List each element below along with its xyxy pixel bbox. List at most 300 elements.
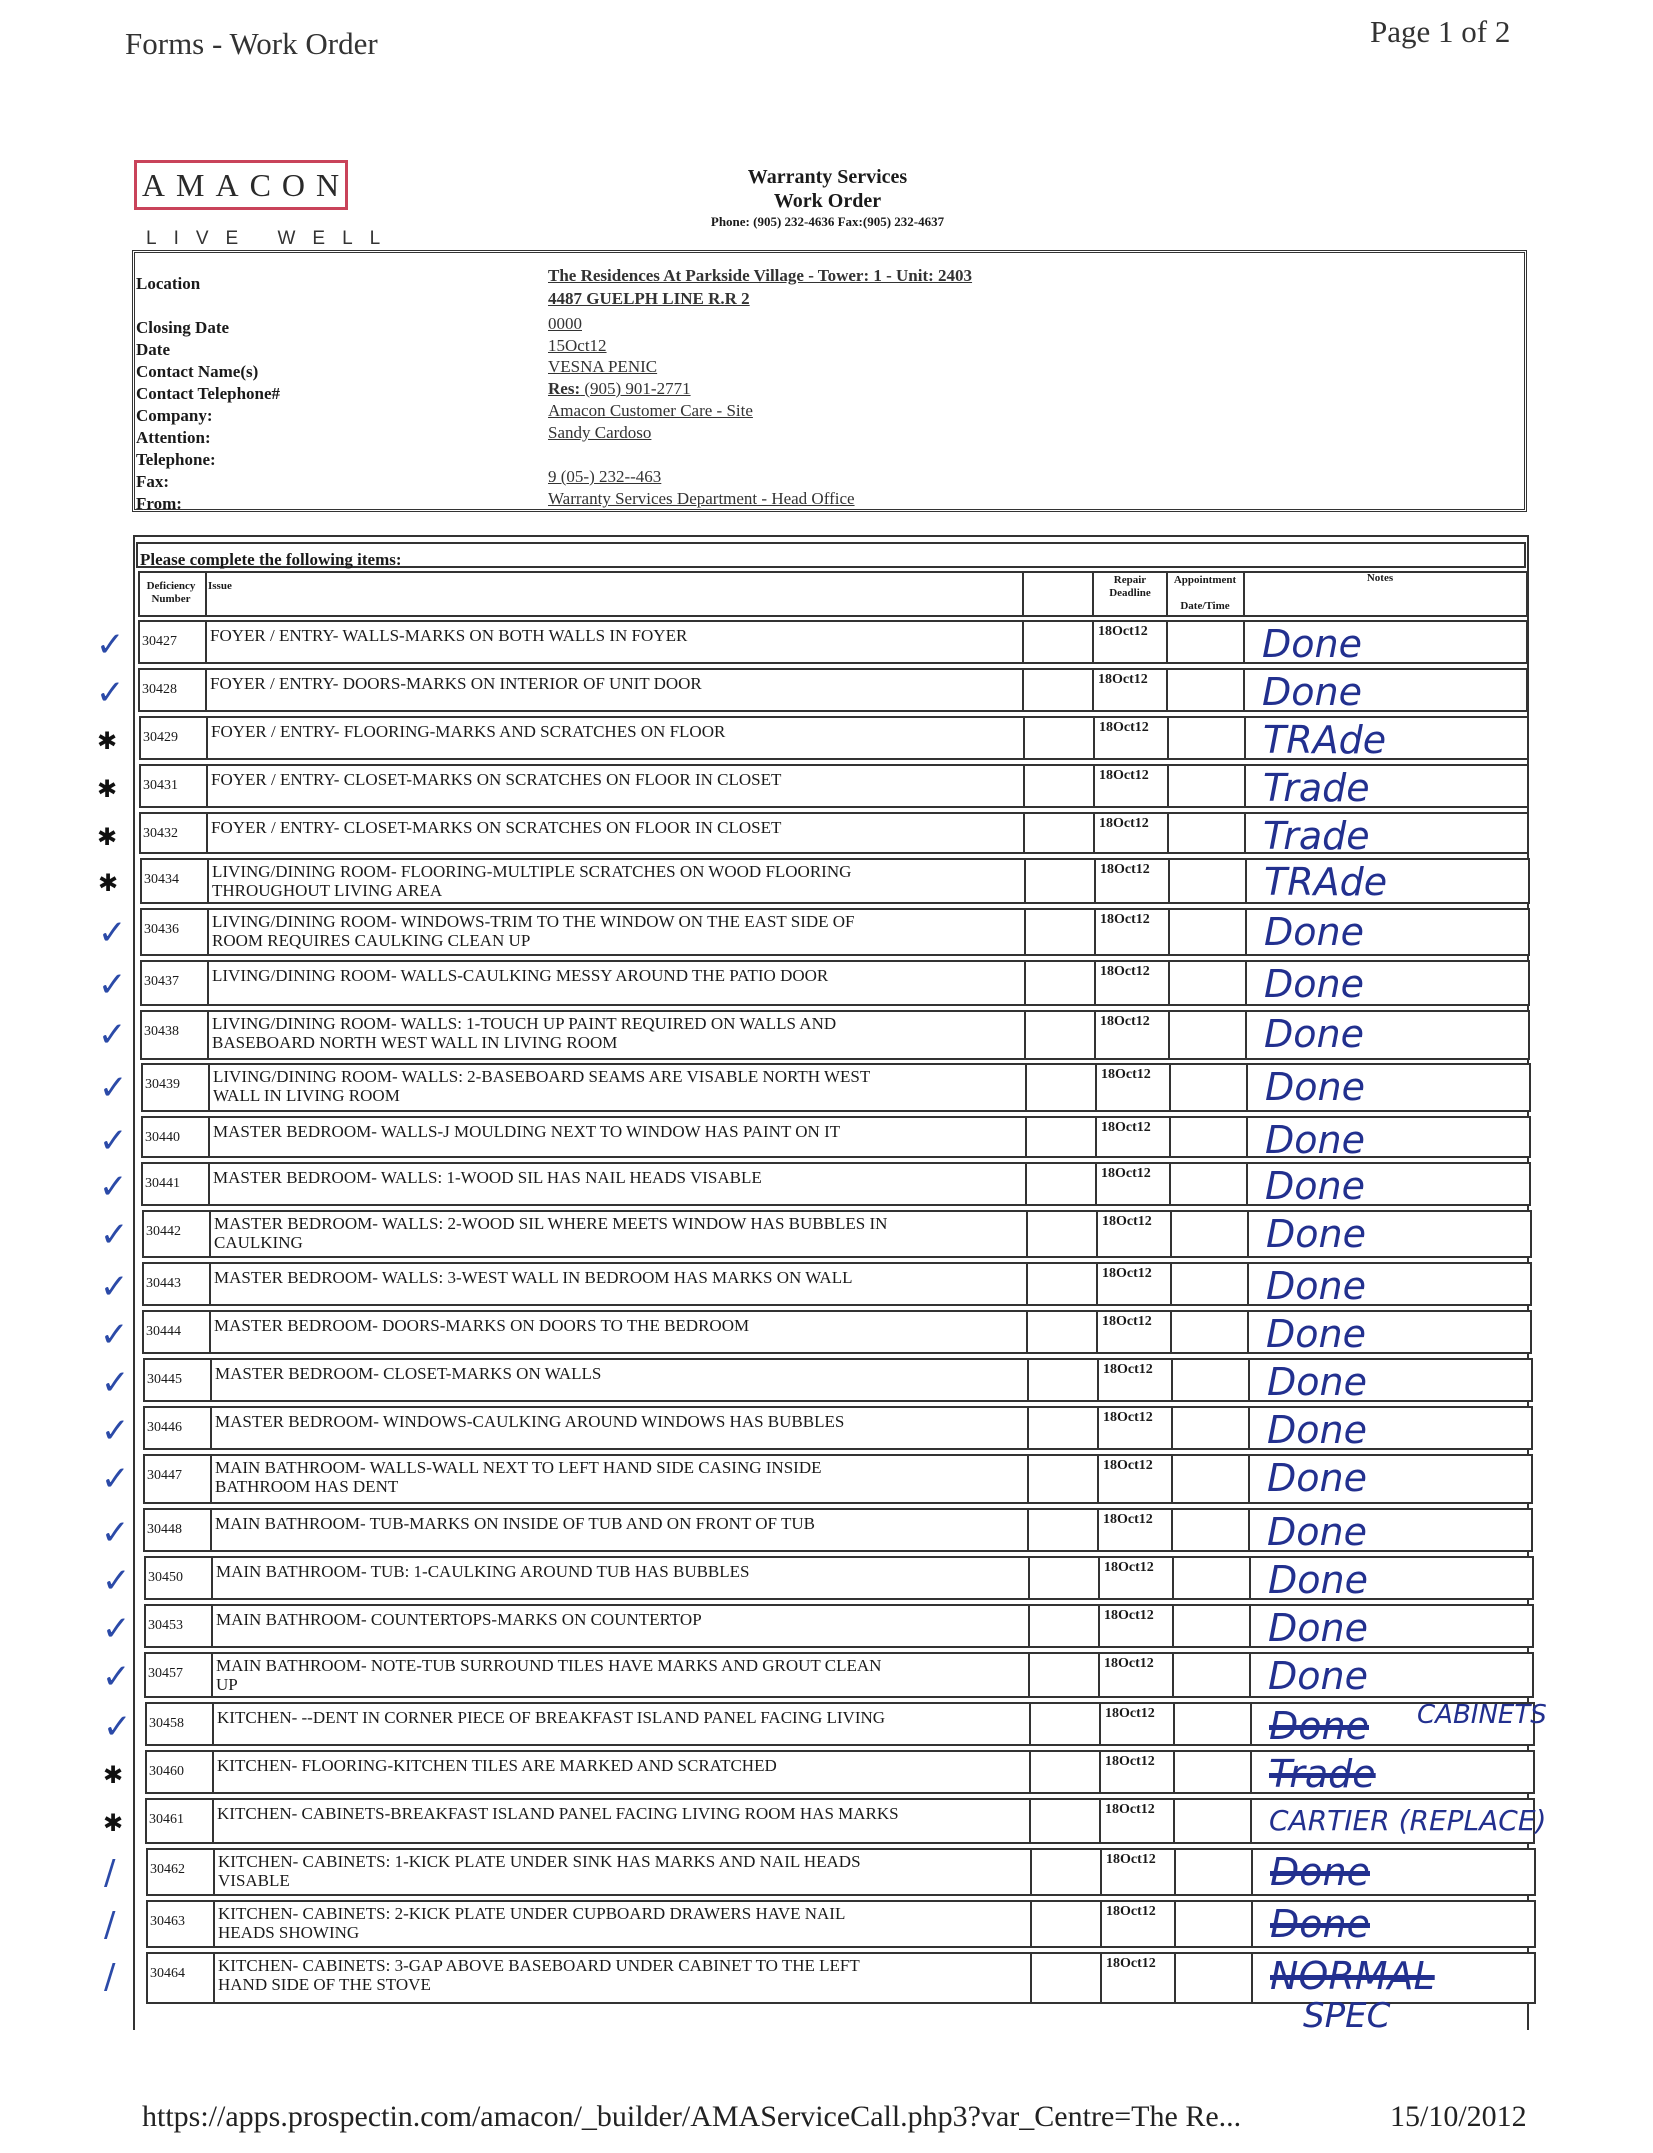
col-repair-line2: Deadline <box>1109 587 1151 599</box>
row-divider <box>1100 1848 1102 1896</box>
issue-text <box>212 862 1022 900</box>
row-divider <box>1027 1454 1029 1504</box>
row-divider <box>207 1010 209 1060</box>
row-divider <box>1245 908 1247 956</box>
repair-deadline: 18Oct12 <box>1104 1608 1154 1623</box>
handwritten-note: Done <box>1264 910 1364 954</box>
row-divider <box>1095 1162 1097 1206</box>
issue-text <box>215 1364 1025 1383</box>
issue-text <box>211 818 1021 837</box>
items-title: Please complete the following items: <box>140 550 402 569</box>
row-divider <box>1250 1798 1252 1844</box>
repair-deadline: 18Oct12 <box>1100 862 1150 877</box>
issue-line: MASTER BEDROOM- WALLS: 2-WOOD SIL WHERE MEETS WINDOW HAS BUBBLES IN <box>214 1214 888 1233</box>
row-divider <box>1027 1406 1029 1450</box>
col-deficiency-line2: Number <box>151 593 191 605</box>
row-divider <box>1169 1063 1171 1112</box>
row-divider <box>1168 1010 1170 1060</box>
deficiency-number: 30461 <box>149 1812 184 1827</box>
label-fax: Fax: <box>136 472 170 491</box>
row-divider <box>1094 960 1096 1006</box>
row-divider <box>1172 1652 1174 1698</box>
value-contact-names: VESNA PENIC <box>548 357 658 376</box>
issue-text <box>213 1122 1023 1141</box>
repair-deadline: 18Oct12 <box>1099 816 1149 831</box>
issue-text <box>213 1067 1023 1105</box>
col-notes: Notes <box>1366 572 1394 584</box>
checkmark-icon: ✓ <box>100 1215 129 1255</box>
issue-line: THROUGHOUT LIVING AREA <box>212 881 443 900</box>
handwritten-note: TRAde <box>1264 860 1388 904</box>
handwritten-note: Trade <box>1263 766 1370 810</box>
deficiency-number: 30434 <box>144 872 179 887</box>
row-divider <box>210 1508 212 1552</box>
row-divider <box>206 764 208 808</box>
row-divider <box>1094 858 1096 904</box>
row-divider <box>207 960 209 1006</box>
checkmark-icon: ✓ <box>102 1657 131 1697</box>
checkmark-icon: ✓ <box>102 1561 131 1601</box>
issue-line: KITCHEN- CABINETS: 2-KICK PLATE UNDER CUPBOARD DRAWERS HAVE NAIL <box>218 1904 846 1923</box>
issue-line: FOYER / ENTRY- FLOORING-MARKS AND SCRATCHES ON FLOOR <box>211 722 726 741</box>
repair-deadline: 18Oct12 <box>1105 1706 1155 1721</box>
issue-line: HEADS SHOWING <box>218 1923 360 1942</box>
row-divider <box>1096 1210 1098 1258</box>
issue-text <box>218 1852 1028 1890</box>
issue-line: VISABLE <box>218 1871 290 1890</box>
value-contact-telephone <box>548 378 691 400</box>
row-divider <box>1025 1063 1027 1112</box>
repair-deadline: 18Oct12 <box>1102 1266 1152 1281</box>
row-divider <box>209 1210 211 1258</box>
row-divider <box>1169 1162 1171 1206</box>
row-divider <box>1026 1210 1028 1258</box>
row-divider <box>1098 1652 1100 1698</box>
row-divider <box>212 1750 214 1794</box>
issue-line: MASTER BEDROOM- WALLS: 3-WEST WALL IN BEDROOM HAS MARKS ON WALL <box>214 1268 853 1287</box>
value-attention: Sandy Cardoso <box>548 423 652 442</box>
heading-title: Work Order <box>773 190 882 212</box>
row-divider <box>1174 1848 1176 1896</box>
row-divider <box>1251 1900 1253 1948</box>
handwritten-note: CARTIER (REPLACE) <box>1269 1804 1547 1837</box>
row-divider <box>1023 812 1025 854</box>
row-divider <box>210 1454 212 1504</box>
row-divider <box>1024 858 1026 904</box>
row-divider <box>1029 1750 1031 1794</box>
repair-deadline: 18Oct12 <box>1103 1458 1153 1473</box>
checkmark-icon: ✓ <box>99 1121 128 1161</box>
label-location: Location <box>136 274 201 293</box>
row-divider <box>1250 1702 1252 1746</box>
repair-deadline: 18Oct12 <box>1100 964 1150 979</box>
telephone-number: (905) 901-2771 <box>584 379 691 398</box>
issue-text <box>214 1268 1024 1287</box>
asterisk-icon: ✱ <box>97 775 118 803</box>
form-title: Forms - Work Order <box>125 26 378 61</box>
company-logo: AMACON <box>134 160 348 210</box>
checkmark-icon: ✓ <box>99 1167 128 1207</box>
row-divider <box>1248 1406 1250 1450</box>
row-divider <box>1246 1063 1248 1112</box>
row-divider <box>1097 1508 1099 1552</box>
row-divider <box>213 1848 215 1896</box>
row-divider <box>1094 1010 1096 1060</box>
handwritten-note: Done <box>1266 1264 1366 1308</box>
handwritten-note: Done <box>1264 962 1364 1006</box>
page-indicator: Page 1 of 2 <box>1370 14 1511 49</box>
row-divider <box>1026 1262 1028 1306</box>
deficiency-number: 30438 <box>144 1024 179 1039</box>
issue-line: KITCHEN- CABINETS: 1-KICK PLATE UNDER SINK HAS MARKS AND NAIL HEADS <box>218 1852 861 1871</box>
row-divider <box>1172 1604 1174 1648</box>
repair-deadline: 18Oct12 <box>1106 1956 1156 1971</box>
issue-line: LIVING/DINING ROOM- WALLS: 1-TOUCH UP PAINT REQUIRED ON WALLS AND <box>212 1014 837 1033</box>
value-from: Warranty Services Department - Head Office <box>548 489 855 508</box>
asterisk-icon: ✱ <box>103 1809 124 1837</box>
asterisk-icon: ✱ <box>103 1761 124 1789</box>
col-repair-line1: Repair <box>1113 574 1147 586</box>
checkmark-icon: ✓ <box>101 1513 130 1553</box>
row-divider <box>1030 1900 1032 1948</box>
row-divider <box>1171 1358 1173 1402</box>
deficiency-number: 30429 <box>143 730 178 745</box>
telephone-prefix: Res: <box>548 379 581 398</box>
column-header-row <box>138 571 1528 617</box>
deficiency-number: 30453 <box>148 1618 183 1633</box>
header-divider <box>1022 571 1024 617</box>
deficiency-number: 30436 <box>144 922 179 937</box>
repair-deadline: 18Oct12 <box>1106 1904 1156 1919</box>
row-divider <box>1092 620 1094 664</box>
row-divider <box>1028 1604 1030 1648</box>
deficiency-number: 30431 <box>143 778 178 793</box>
row-divider <box>1096 1262 1098 1306</box>
repair-deadline: 18Oct12 <box>1104 1656 1154 1671</box>
issue-text <box>217 1804 1027 1823</box>
issue-text <box>211 722 1021 741</box>
checkmark-icon: ✓ <box>101 1459 130 1499</box>
row-divider <box>1023 716 1025 760</box>
handwritten-note: Done <box>1267 1510 1367 1554</box>
row-divider <box>1249 1652 1251 1698</box>
deficiency-number: 30444 <box>146 1324 181 1339</box>
value-location-line1: The Residences At Parkside Village - Tower: 1 - Unit: 2403 <box>548 266 973 285</box>
row-divider <box>1097 1406 1099 1450</box>
handwritten-note: Trade <box>1263 814 1370 858</box>
deficiency-number: 30462 <box>150 1862 185 1877</box>
issue-text <box>216 1656 1026 1694</box>
asterisk-icon: ✱ <box>97 823 118 851</box>
issue-line: ROOM REQUIRES CAULKING CLEAN UP <box>212 931 531 950</box>
issue-text <box>212 1014 1022 1052</box>
handwritten-note: Done <box>1264 1012 1364 1056</box>
handwritten-note: Done <box>1265 1164 1365 1208</box>
row-divider <box>1249 1604 1251 1648</box>
row-divider <box>1095 1116 1097 1158</box>
row-divider <box>1173 1798 1175 1844</box>
issue-line: KITCHEN- CABINETS: 3-GAP ABOVE BASEBOARD UNDER CABINET TO THE LEFT <box>218 1956 860 1975</box>
issue-line: MASTER BEDROOM- WALLS: 1-WOOD SIL HAS NAIL HEADS VISABLE <box>213 1168 762 1187</box>
handwritten-note: Done <box>1267 1360 1367 1404</box>
handwritten-note: Trade <box>1269 1752 1376 1796</box>
issue-text <box>215 1458 1025 1496</box>
row-divider <box>1166 620 1168 664</box>
heading-phone: Phone: (905) 232-4636 Fax:(905) 232-4637 <box>710 214 945 229</box>
row-divider <box>1250 1750 1252 1794</box>
row-divider <box>1249 1556 1251 1600</box>
col-appointment: Appointment <box>1173 574 1237 586</box>
deficiency-number: 30445 <box>147 1372 182 1387</box>
row-divider <box>1167 716 1169 760</box>
row-divider <box>1171 1454 1173 1504</box>
repair-deadline: 18Oct12 <box>1100 912 1150 927</box>
footer-date: 15/10/2012 <box>1390 2100 1527 2133</box>
repair-deadline: 18Oct12 <box>1098 672 1148 687</box>
issue-text <box>215 1514 1025 1533</box>
row-divider <box>1024 1010 1026 1060</box>
row-divider <box>1168 908 1170 956</box>
issue-text <box>216 1610 1026 1629</box>
issue-text <box>218 1956 1028 1994</box>
deficiency-number: 30463 <box>150 1914 185 1929</box>
row-divider <box>1166 668 1168 712</box>
row-divider <box>211 1652 213 1698</box>
repair-deadline: 18Oct12 <box>1105 1802 1155 1817</box>
row-divider <box>1244 716 1246 760</box>
label-contact-telephone: Contact Telephone# <box>136 384 281 403</box>
row-divider <box>1251 1952 1253 2004</box>
repair-deadline: 18Oct12 <box>1101 1120 1151 1135</box>
issue-line: BATHROOM HAS DENT <box>215 1477 399 1496</box>
issue-line: LIVING/DINING ROOM- WALLS-CAULKING MESSY AROUND THE PATIO DOOR <box>212 966 829 985</box>
handwritten-note: Done <box>1270 1902 1370 1946</box>
handwritten-note: Done <box>1265 1065 1365 1109</box>
deficiency-number: 30442 <box>146 1224 181 1239</box>
repair-deadline: 18Oct12 <box>1101 1166 1151 1181</box>
label-closing-date: Closing Date <box>136 318 230 337</box>
deficiency-number: 30446 <box>147 1420 182 1435</box>
row-divider <box>1168 960 1170 1006</box>
checkmark-icon: ✓ <box>99 1068 128 1108</box>
value-fax: 9 (05-) 232--463 <box>548 467 662 486</box>
header-divider <box>205 571 207 617</box>
row-divider <box>1096 1310 1098 1354</box>
handwritten-note: Done <box>1267 1456 1367 1500</box>
label-date: Date <box>136 340 170 359</box>
row-divider <box>1092 668 1094 712</box>
repair-deadline: 18Oct12 <box>1098 624 1148 639</box>
row-divider <box>1246 1162 1248 1206</box>
row-divider <box>211 1604 213 1648</box>
issue-text <box>217 1708 1027 1727</box>
row-divider <box>209 1310 211 1354</box>
deficiency-number: 30427 <box>142 634 177 649</box>
deficiency-number: 30448 <box>147 1522 182 1537</box>
deficiency-number: 30458 <box>149 1716 184 1731</box>
slash-mark-icon: / <box>104 1853 116 1893</box>
checkmark-icon: ✓ <box>100 1267 129 1307</box>
row-divider <box>1027 1358 1029 1402</box>
row-divider <box>1093 812 1095 854</box>
handwritten-note-extra: CABINETS <box>1417 1700 1547 1730</box>
value-date: 15Oct12 <box>548 336 607 355</box>
row-divider <box>1029 1702 1031 1746</box>
issue-text <box>216 1562 1026 1581</box>
row-divider <box>1174 1952 1176 2004</box>
col-deficiency-line1: Deficiency <box>146 580 196 592</box>
handwritten-note: Done <box>1266 1312 1366 1356</box>
checkmark-icon: ✓ <box>96 625 125 665</box>
deficiency-number: 30439 <box>145 1077 180 1092</box>
checkmark-icon: ✓ <box>98 965 127 1005</box>
header-divider <box>1166 571 1168 617</box>
row-divider <box>1244 812 1246 854</box>
handwritten-note: Done <box>1268 1558 1368 1602</box>
row-divider <box>1022 668 1024 712</box>
handwritten-note: NORMAL <box>1270 1954 1435 1998</box>
issue-line: FOYER / ENTRY- DOORS-MARKS ON INTERIOR OF UNIT DOOR <box>210 674 702 693</box>
label-telephone: Telephone: <box>136 450 216 469</box>
footer-url: https://apps.prospectin.com/amacon/_builder/AMAServiceCall.php3?var_Centre=The Re... <box>142 2100 1242 2133</box>
handwritten-note: Done <box>1268 1654 1368 1698</box>
row-divider <box>1167 812 1169 854</box>
label-attention: Attention: <box>136 428 211 447</box>
deficiency-number: 30443 <box>146 1276 181 1291</box>
issue-text <box>210 626 1020 645</box>
issue-line: FOYER / ENTRY- CLOSET-MARKS ON SCRATCHES ON FLOOR IN CLOSET <box>211 818 782 837</box>
row-divider <box>1022 620 1024 664</box>
row-divider <box>1251 1848 1253 1896</box>
deficiency-number: 30437 <box>144 974 179 989</box>
row-divider <box>211 1556 213 1600</box>
issue-text <box>211 770 1021 789</box>
row-divider <box>1027 1508 1029 1552</box>
row-divider <box>1244 764 1246 808</box>
issue-line: MAIN BATHROOM- WALLS-WALL NEXT TO LEFT HAND SIDE CASING INSIDE <box>215 1458 822 1477</box>
issue-text <box>214 1316 1024 1335</box>
deficiency-number: 30447 <box>147 1468 182 1483</box>
row-divider <box>1100 1900 1102 1948</box>
row-divider <box>1170 1310 1172 1354</box>
row-divider <box>205 668 207 712</box>
handwritten-note: Done <box>1262 670 1362 714</box>
row-divider <box>1030 1952 1032 2004</box>
checkmark-icon: ✓ <box>101 1411 130 1451</box>
row-divider <box>1026 1310 1028 1354</box>
row-divider <box>1098 1604 1100 1648</box>
handwritten-note: Done <box>1267 1408 1367 1452</box>
issue-text <box>210 674 1020 693</box>
row-divider <box>212 1702 214 1746</box>
row-divider <box>1029 1798 1031 1844</box>
issue-line: WALL IN LIVING ROOM <box>213 1086 400 1105</box>
issue-line: KITCHEN- FLOORING-KITCHEN TILES ARE MARKED AND SCRATCHED <box>217 1756 777 1775</box>
label-contact-names: Contact Name(s) <box>136 362 259 381</box>
info-section <box>132 250 1527 512</box>
issue-line: HAND SIDE OF THE STOVE <box>218 1975 431 1994</box>
repair-deadline: 18Oct12 <box>1102 1314 1152 1329</box>
issue-line: FOYER / ENTRY- CLOSET-MARKS ON SCRATCHES ON FLOOR IN CLOSET <box>211 770 782 789</box>
row-divider <box>210 1406 212 1450</box>
issue-line: MASTER BEDROOM- CLOSET-MARKS ON WALLS <box>215 1364 602 1383</box>
row-divider <box>1246 1116 1248 1158</box>
checkmark-icon: ✓ <box>96 673 125 713</box>
handwritten-note: TRAde <box>1263 718 1387 762</box>
issue-line: MAIN BATHROOM- NOTE-TUB SURROUND TILES HAVE MARKS AND GROUT CLEAN <box>216 1656 882 1675</box>
col-deficiency <box>140 580 202 606</box>
row-divider <box>213 1952 215 2004</box>
repair-deadline: 18Oct12 <box>1103 1362 1153 1377</box>
deficiency-number: 30432 <box>143 826 178 841</box>
row-divider <box>1173 1702 1175 1746</box>
handwritten-note: Done <box>1270 1850 1370 1894</box>
repair-deadline: 18Oct12 <box>1106 1852 1156 1867</box>
checkmark-icon: ✓ <box>100 1315 129 1355</box>
row-divider <box>1174 1900 1176 1948</box>
issue-line: UP <box>216 1675 238 1694</box>
row-divider <box>1170 1210 1172 1258</box>
logo-tagline: LIVE WELL <box>146 228 398 249</box>
row-divider <box>1167 764 1169 808</box>
row-divider <box>210 1358 212 1402</box>
value-location-line2: 4487 GUELPH LINE R.R 2 <box>548 289 750 308</box>
label-company: Company: <box>136 406 213 425</box>
value-closing-date: 0000 <box>548 314 582 333</box>
issue-line: LIVING/DINING ROOM- WINDOWS-TRIM TO THE WINDOW ON THE EAST SIDE OF <box>212 912 855 931</box>
issue-text <box>215 1412 1025 1431</box>
row-divider <box>1024 960 1026 1006</box>
repair-deadline: 18Oct12 <box>1103 1512 1153 1527</box>
row-divider <box>1025 1162 1027 1206</box>
value-company: Amacon Customer Care - Site <box>548 401 753 420</box>
row-divider <box>1247 1310 1249 1354</box>
row-divider <box>1093 764 1095 808</box>
col-issue: Issue <box>208 580 232 592</box>
heading-service: Warranty Services <box>747 166 908 188</box>
row-divider <box>1094 908 1096 956</box>
handwritten-note: Done <box>1268 1606 1368 1650</box>
deficiency-number: 30457 <box>148 1666 183 1681</box>
repair-deadline: 18Oct12 <box>1099 768 1149 783</box>
row-divider <box>1248 1508 1250 1552</box>
row-divider <box>1097 1358 1099 1402</box>
issue-line: MASTER BEDROOM- WALLS-J MOULDING NEXT TO WINDOW HAS PAINT ON IT <box>213 1122 841 1141</box>
row-divider <box>1028 1556 1030 1600</box>
deficiency-number: 30441 <box>145 1176 180 1191</box>
handwritten-note-extra: SPEC <box>1303 1996 1391 2036</box>
row-divider <box>1030 1848 1032 1896</box>
row-divider <box>1171 1508 1173 1552</box>
row-divider <box>1100 1952 1102 2004</box>
checkmark-icon: ✓ <box>102 1609 131 1649</box>
row-divider <box>1243 668 1245 712</box>
row-divider <box>1171 1406 1173 1450</box>
repair-deadline: 18Oct12 <box>1100 1014 1150 1029</box>
issue-text <box>214 1214 1024 1252</box>
row-divider <box>209 1262 211 1306</box>
row-divider <box>1099 1702 1101 1746</box>
row-divider <box>206 812 208 854</box>
handwritten-note: Done <box>1262 622 1362 666</box>
issue-line: LIVING/DINING ROOM- FLOORING-MULTIPLE SCRATCHES ON WOOD FLOORING <box>212 862 852 881</box>
issue-text <box>218 1904 1028 1942</box>
row-divider <box>212 1798 214 1844</box>
row-divider <box>1024 908 1026 956</box>
issue-line: BASEBOARD NORTH WEST WALL IN LIVING ROOM <box>212 1033 618 1052</box>
asterisk-icon: ✱ <box>97 727 118 755</box>
issue-line: MAIN BATHROOM- TUB-MARKS ON INSIDE OF TUB AND ON FRONT OF TUB <box>215 1514 815 1533</box>
